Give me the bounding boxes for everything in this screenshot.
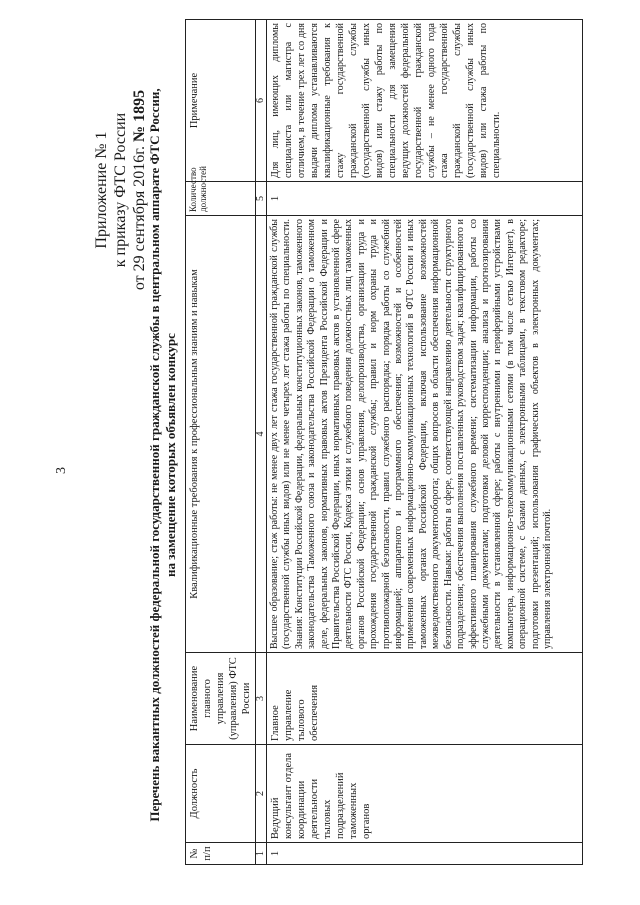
table-header-row: [186, 20, 256, 865]
appendix-order-number: № 1895: [131, 89, 148, 142]
column-number: 2: [256, 745, 267, 843]
table-row: [267, 20, 583, 865]
row-note: Для лиц, имеющих дипломы специалиста или магистра с отличием, в течение трех лет со дня выдачи диплома устанавливаются квалификационные требования к стажу государственной гражданской службы (государственной службы иных видов) или стажу работы по специальности для замещения ведущих должностей федеральной государственной гражданской службы – не менее одного года стажа государственной гражданской службы (государственной службы иных видов) или стажа работы по специальности.: [267, 20, 583, 182]
column-number: 5: [256, 182, 267, 216]
row-position: Ведущий консультант отдела координации деятельности тыловых подразделений таможенных органов: [267, 745, 583, 843]
header-note: Примечание: [186, 20, 256, 182]
column-number-row: [256, 20, 267, 865]
document-title: Перечень вакантных должностей федеральной государственной гражданской службы в центральном аппарате ФТС России, на замещение которых объявлен конкурс: [147, 88, 178, 822]
row-number: 1: [267, 843, 583, 865]
page-number: 3: [54, 467, 69, 474]
header-requirements: Квалификационные требования к профессиональным знаниям и навыкам: [186, 216, 256, 653]
appendix-header: [92, 75, 149, 305]
column-number: 6: [256, 20, 267, 182]
header-department: Наименование главного управления (управления) ФТС России: [186, 653, 256, 745]
row-count: 1: [267, 182, 583, 216]
appendix-order-ref: к приказу ФТС России: [112, 112, 129, 268]
appendix-title: Приложение № 1: [93, 131, 110, 249]
row-requirements: Высшее образование; стаж работы: не менее двух лет стажа государственной гражданской службы (государственной службы иных видов) или не менее четырех лет стажа работы по специальности. Знания: Конституции Российской Федерации, федеральных конституционных законов, таможенного законодательства Таможенного союза и законодательства Российской Федерации о таможенном деле, федеральных законов, нормативных правовых актов Президента Российской Федерации и Правительства Российской Федерации, иных нормативных правовых актов в установленной сфере деятельности ФТС России, Кодекса этики и служебного поведения должностных лиц таможенных органов Российской Федерации; основ управления, делопроизводства, организации труда и прохождения государственной гражданской службы; правил и норм охраны труда и противопожарной безопасности, правил служебного распорядка; порядка работы со служебной информацией; аппаратного и программного обеспечения; возможностей и особенностей применения современных информационно-коммуникационных технологий в ФТС России и иных таможенных органах Российской Федерации, включая использование возможностей межведомственного документооборота; общих вопросов в области обеспечения информационной безопасности. Навыки: работы в сфере, соответствующей направлению деятельности структурного подразделения; обеспечения выполнения поставленных руководством задач; квалифицированного и эффективного планирования служебного времени; систематизации информации, работы со служебными документами; подготовки деловой корреспонденции; анализа и прогнозирования деятельности в установленной сфере; работы с внутренними и периферийными устройствами компьютера, информационно-телекоммуникационными сетями (в том числе сетью Интернет), в операционной системе, с базами данных, с электронными таблицами, в текстовом редакторе; подготовки презентаций; использования графических объектов в электронных документах; управления электронной почтой.: [267, 216, 583, 653]
appendix-date: от 29 сентября 2016г.: [131, 145, 148, 291]
header-number: № п/п: [186, 843, 256, 865]
column-number: 4: [256, 216, 267, 653]
column-number: 3: [256, 653, 267, 745]
row-department: Главное управление тылового обеспечения: [267, 653, 583, 745]
vacancies-table: [185, 19, 583, 865]
header-position: Должность: [186, 745, 256, 843]
column-number: 1: [256, 843, 267, 865]
header-count: Количество должностей: [186, 182, 256, 216]
